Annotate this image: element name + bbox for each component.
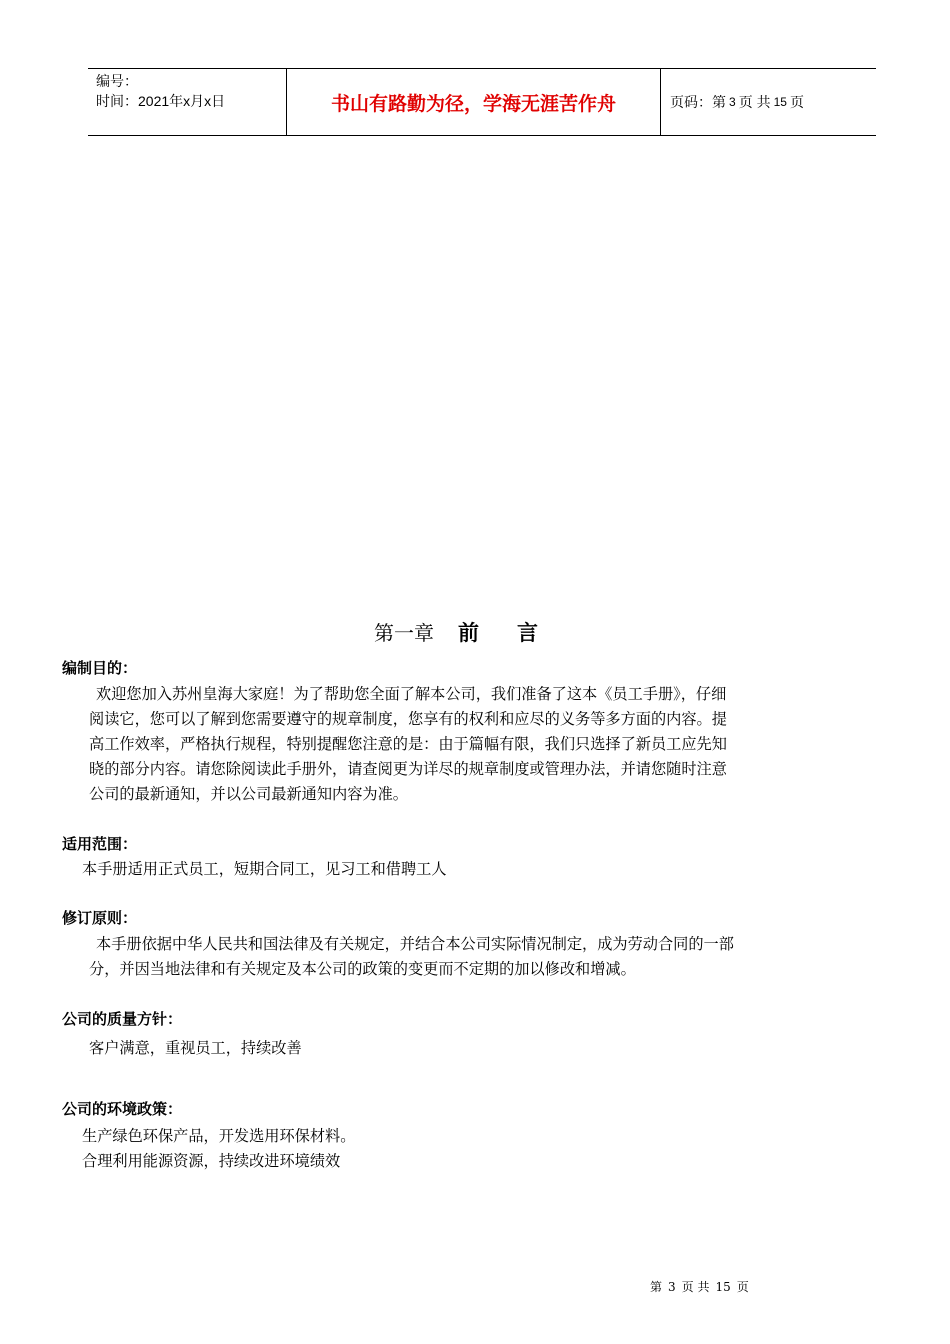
section-heading-quality: 公司的质量方针： <box>62 1010 183 1028</box>
section-heading-scope: 适用范围： <box>62 835 138 853</box>
purpose-line-3: 高工作效率，严格执行规程，特别提醒您注意的是：由于篇幅有限，我们只选择了新员工应先知 <box>89 735 727 753</box>
chapter-name: 前言 <box>458 620 576 645</box>
page-total: 15 <box>773 95 787 109</box>
header-motto: 书山有路勤为径，学海无涯苦作舟 <box>287 69 661 135</box>
purpose-line-1: 欢迎您加入苏州皇海大家庭！为了帮助您全面了解本公司，我们准备了这本《员工手册》，仔细 <box>96 685 727 703</box>
header-meta <box>88 69 287 135</box>
purpose-line-4: 晓的部分内容。请您除阅读此手册外，请查阅更为详尽的规章制度或管理办法，并请您随时注意 <box>89 760 727 778</box>
number-label: 编号： <box>96 73 138 89</box>
time-row <box>96 91 286 111</box>
section-heading-environment: 公司的环境政策： <box>62 1100 183 1118</box>
chapter-title <box>0 618 950 648</box>
chapter-label: 第一章 <box>374 621 434 645</box>
footer-current: 3 <box>668 1280 676 1294</box>
footer-total: 15 <box>715 1280 731 1294</box>
page-current: 3 <box>729 95 736 109</box>
page-end: 页 <box>789 94 804 110</box>
section-heading-purpose: 编制目的： <box>62 659 138 677</box>
quality-text: 客户满意，重视员工，持续改善 <box>89 1039 302 1057</box>
time-value: 2021年x月x日 <box>138 93 226 109</box>
document-header <box>88 68 876 136</box>
footer-pre: 第 <box>650 1280 663 1294</box>
page-footer <box>650 1278 755 1295</box>
page-mid: 页 共 <box>738 94 771 110</box>
purpose-line-2: 阅读它，您可以了解到您需要遵守的规章制度，您享有的权利和应尽的义务等多方面的内容。提 <box>89 710 727 728</box>
environment-line-1: 生产绿色环保产品，开发选用环保材料。 <box>82 1127 356 1145</box>
purpose-line-5: 公司的最新通知，并以公司最新通知内容为准。 <box>89 785 408 803</box>
environment-line-2: 合理利用能源资源，持续改进环境绩效 <box>82 1152 341 1170</box>
revision-line-1: 本手册依据中华人民共和国法律及有关规定，并结合本公司实际情况制定，成为劳动合同的一部 <box>96 935 734 953</box>
footer-mid: 页 共 <box>681 1280 710 1294</box>
section-heading-revision: 修订原则： <box>62 909 138 927</box>
page-label: 页码：第 <box>670 94 726 110</box>
time-label: 时间： <box>96 93 138 109</box>
header-page-info <box>661 69 876 135</box>
revision-line-2: 分，并因当地法律和有关规定及本公司的政策的变更而不定期的加以修改和增减。 <box>89 960 636 978</box>
footer-end: 页 <box>736 1280 749 1294</box>
scope-text: 本手册适用正式员工，短期合同工，见习工和借聘工人 <box>82 860 447 878</box>
